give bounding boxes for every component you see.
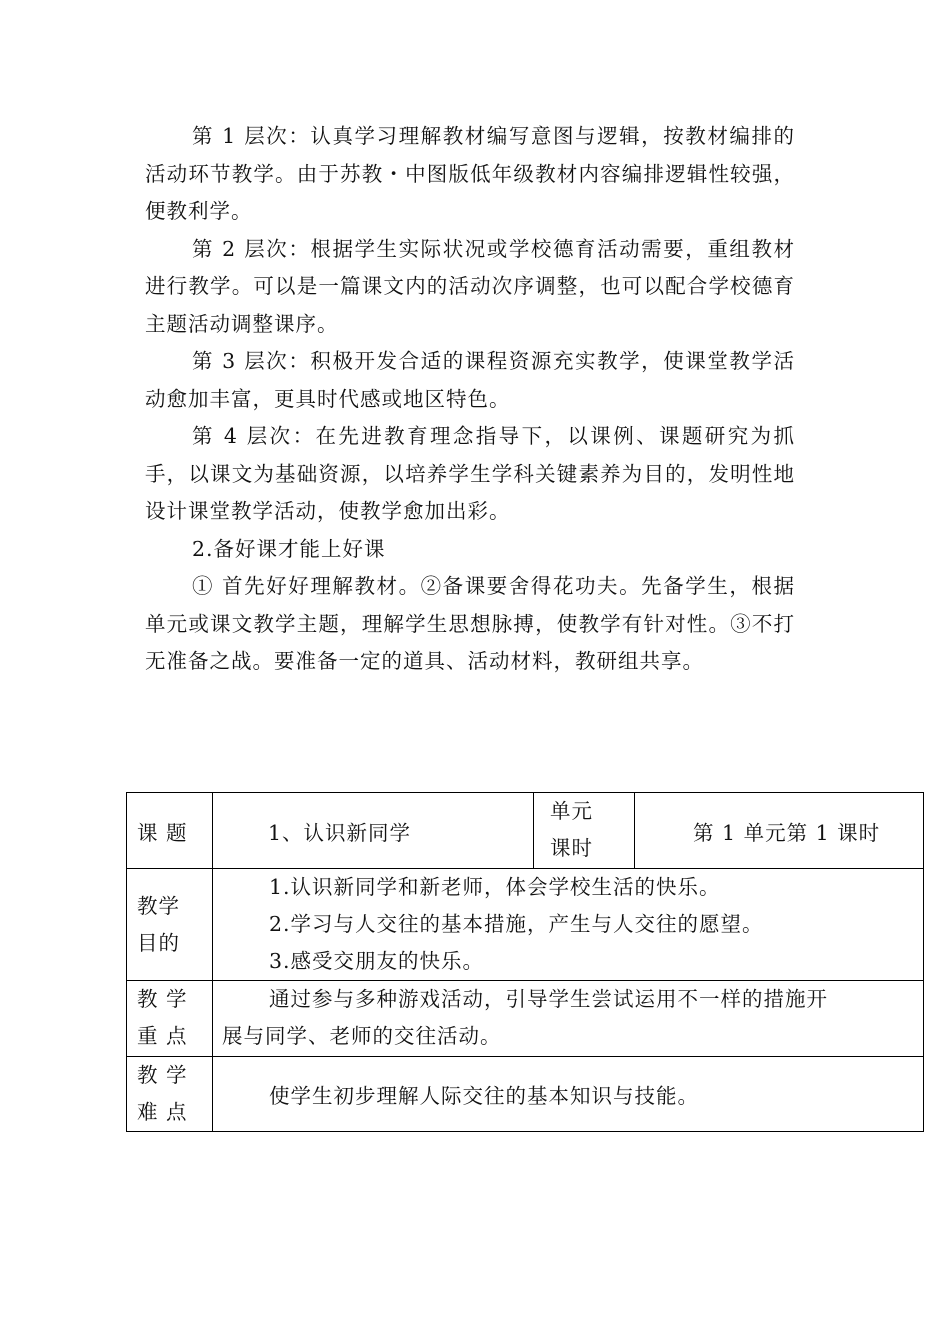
difficulty-label-cell: [127, 1057, 213, 1132]
topic-label-cell: [127, 793, 213, 869]
key-label-line2: 重 点: [137, 1024, 188, 1048]
paragraph-level-3: 第 3 层次：积极开发合适的课程资源充实教学，使课堂教学活动愈加丰富，更具时代感或地区特色。: [145, 349, 795, 411]
difficulty-label-line2: 难 点: [137, 1100, 188, 1124]
goals-content-cell: [213, 869, 924, 981]
goal-item: 1.认识新同学和新老师，体会学校生活的快乐。: [269, 875, 721, 899]
key-label-line1: 教 学: [137, 987, 188, 1011]
goals-label-line1: 教学: [137, 893, 180, 918]
goals-label-cell: [127, 869, 213, 981]
paragraph-level-2: 第 2 层次：根据学生实际状况或学校德育活动需要，重组教材进行教学。可以是一篇课文内的活动次序调整，也可以配合学校德育主题活动调整课序。: [145, 236, 795, 336]
section-heading: 2.备好课才能上好课: [192, 536, 386, 561]
goal-item: 3.感受交朋友的快乐。: [269, 949, 485, 973]
goal-item: 2.学习与人交往的基本措施，产生与人交往的愿望。: [269, 912, 764, 936]
key-line1: 通过参与多种游戏活动，引导学生尝试运用不一样的措施开: [269, 987, 828, 1011]
unit-label-line1: 单元: [550, 799, 593, 823]
unit-value: 第 1 单元第 1 课时: [693, 820, 881, 845]
topic-label: 课 题: [137, 820, 188, 845]
table-row-goals: [127, 869, 924, 981]
body-text: [145, 118, 795, 681]
difficulty-value: 使学生初步理解人际交往的基本知识与技能。: [269, 1084, 699, 1108]
key-content-cell: [213, 981, 924, 1057]
unit-label-cell: [534, 793, 635, 869]
goals-label-line2: 目的: [137, 930, 180, 955]
difficulty-label-line1: 教 学: [137, 1063, 188, 1087]
paragraph-level-4: 第 4 层次：在先进教育理念指导下，以课例、课题研究为抓手，以课文为基础资源，以培养学生学科关键素养为目的，发明性地设计课堂教学活动，使教学愈加出彩。: [145, 424, 795, 523]
key-label-cell: [127, 981, 213, 1057]
lesson-plan-table: [126, 792, 924, 1132]
unit-value-cell: [635, 793, 924, 869]
table-row-key-points: [127, 981, 924, 1057]
difficulty-content-cell: [213, 1057, 924, 1132]
topic-value-cell: [213, 793, 534, 869]
paragraph-preparation: ① 首先好好理解教材。②备课要舍得花功夫。先备学生，根据单元或课文教学主题，理解学生思想脉搏，使教学有针对性。③不打无准备之战。要准备一定的道具、活动材料，教研组共享。: [145, 574, 795, 673]
key-line2: 展与同学、老师的交往活动。: [222, 1024, 502, 1048]
table-row-topic: [127, 793, 924, 869]
table-row-difficulty: [127, 1057, 924, 1132]
unit-label-line2: 课时: [550, 836, 593, 860]
topic-value: 1、认识新同学: [268, 820, 412, 845]
paragraph-level-1: 第 1 层次：认真学习理解教材编写意图与逻辑，按教材编排的活动环节教学。由于苏教・中图版低年级教材内容编排逻辑性较强，便教利学。: [145, 124, 795, 223]
